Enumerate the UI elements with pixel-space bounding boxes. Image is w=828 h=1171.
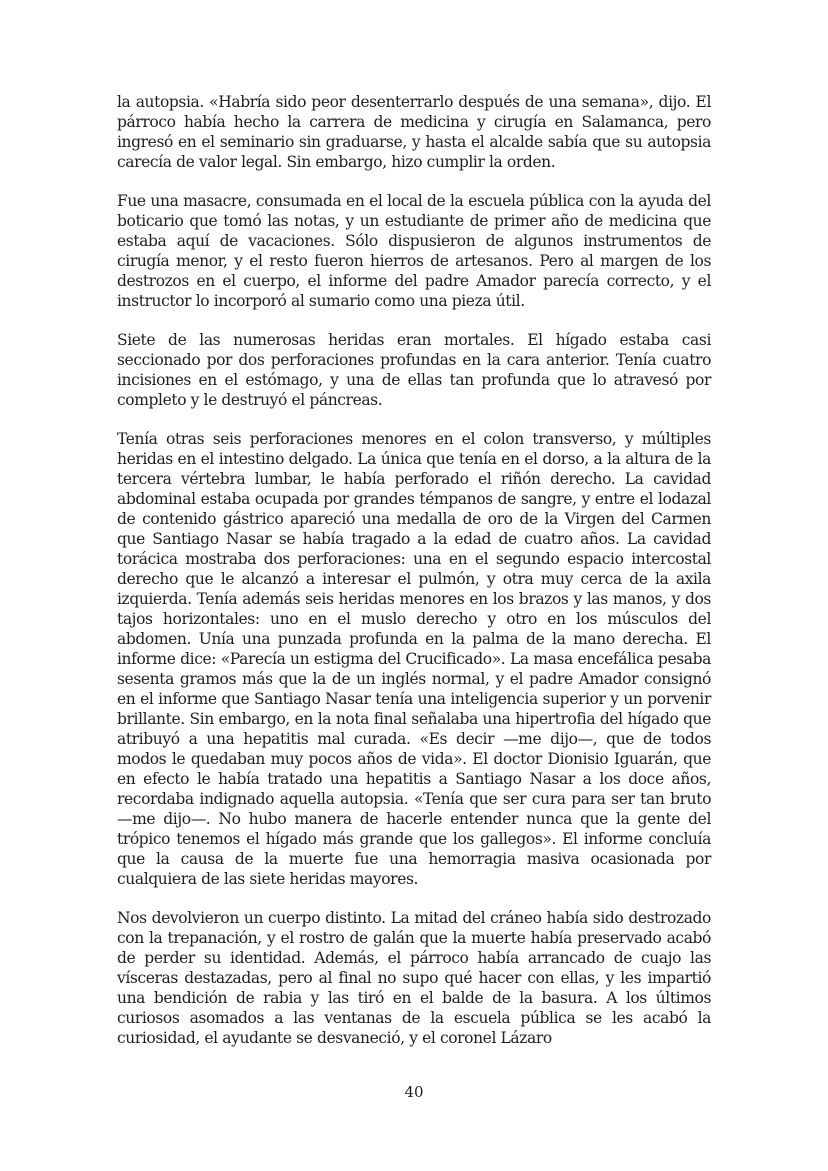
paragraph: Fue una masacre, consumada en el local de la escuela pública con la ayuda del boticario que tomó las notas, y un estudiante de primer año de medicina que estaba aquí de vacaciones. Sólo dispusieron de algunos instrumentos de cirugía menor, y el resto fueron hierros de artesanos. Pero al margen de los destrozos en el cuerpo, el informe del padre Amador parecía correcto, y el instructor lo incorporó al sumario como una pieza útil. [117, 192, 711, 310]
paragraph: Siete de las numerosas heridas eran mortales. El hígado estaba casi seccionado por dos perforaciones profundas en la cara anterior. Tenía cuatro incisiones en el estómago, y una de ellas tan profunda que lo atravesó por completo y le destruyó el páncreas. [117, 331, 711, 409]
paragraph: Tenía otras seis perforaciones menores en el colon transverso, y múltiples heridas en el intestino delgado. La única que tenía en el dorso, a la altura de la tercera vértebra lumbar, le había perforado el riñón derecho. La cavidad abdominal estaba ocupada por grandes témpanos de sangre, y entre el lodazal de contenido gástrico apareció una medalla de oro de la Virgen del Carmen que Santiago Nasar se había tragado a la edad de cuatro años. La cavidad torácica mostraba dos perforaciones: una en el segundo espacio intercostal derecho que le alcanzó a interesar el pulmón, y otra muy cerca de la axila izquierda. Tenía además seis heridas menores en los brazos y las manos, y dos tajos horizontales: uno en el muslo derecho y otro en los músculos del abdomen. Unía una punzada profunda en la palma de la mano derecha. El informe dice: «Parecía un estigma del Crucificado». La masa encefálica pesaba sesenta gramos más que la de un inglés normal, y el padre Amador consignó en el informe que Santiago Nasar tenía una inteligencia superior y un porvenir brillante. Sin embargo, en la nota final señalaba una hipertrofia del hígado que atribuyó a una hepatitis mal curada. «Es decir —me dijo—, que de todos modos le quedaban muy pocos años de vida». El doctor Dionisio Iguarán, que en efecto le había tratado una hepatitis a Santiago Nasar a los doce años, recordaba indignado aquella autopsia. «Tenía que ser cura para ser tan bruto —me dijo—. No hubo manera de hacerle entender nunca que la gente del trópico tenemos el hígado más grande que los gallegos». El informe concluía que la causa de la muerte fue una hemorragia masiva ocasionada por cualquiera de las siete heridas mayores. [117, 430, 711, 888]
page-text [117, 92, 711, 1067]
paragraph: la autopsia. «Habría sido peor desenterrarlo después de una semana», dijo. El párroco había hecho la carrera de medicina y cirugía en Salamanca, pero ingresó en el seminario sin graduarse, y hasta el alcalde sabía que su autopsia carecía de valor legal. Sin embargo, hizo cumplir la orden. [117, 93, 711, 171]
page-number: 40 [404, 1083, 424, 1101]
paragraph: Nos devolvieron un cuerpo distinto. La mitad del cráneo había sido destrozado con la trepanación, y el rostro de galán que la muerte había preservado acabó de perder su identidad. Además, el párroco había arrancado de cuajo las vísceras destazadas, pero al final no supo qué hacer con ellas, y les impartió una bendición de rabia y las tiró en el balde de la basura. A los últimos curiosos asomados a las ventanas de la escuela pública se les acabó la curiosidad, el ayudante se desvaneció, y el coronel Lázaro [117, 909, 711, 1047]
